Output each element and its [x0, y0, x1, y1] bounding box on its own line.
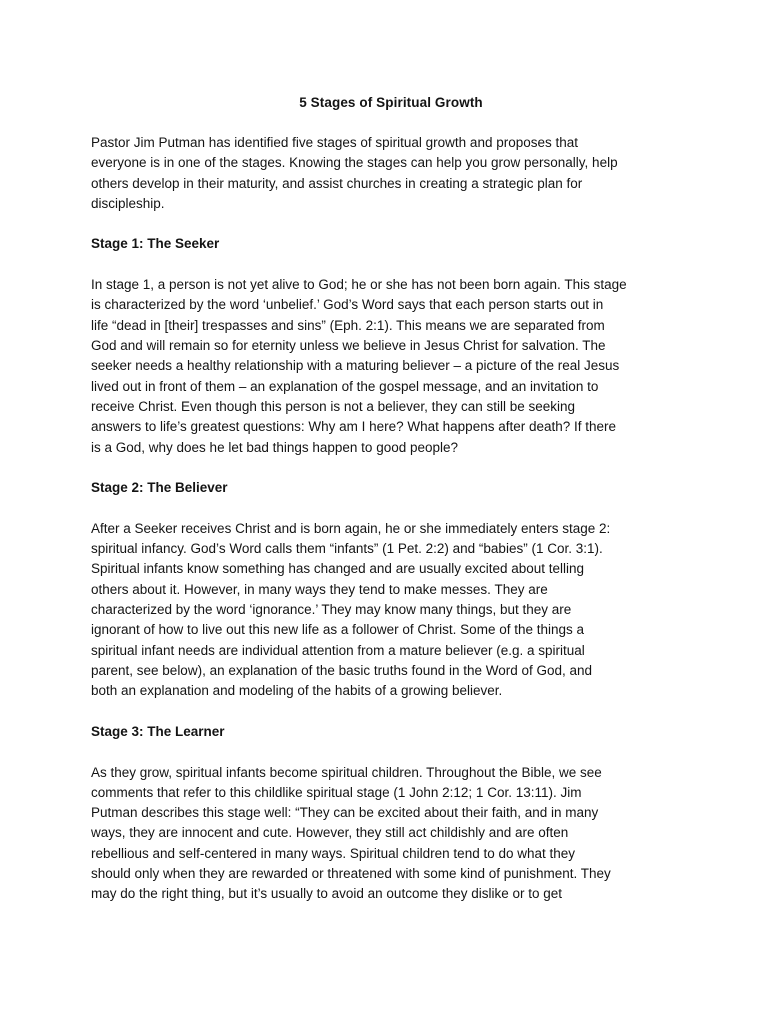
paragraph-line: everyone is in one of the stages. Knowing the stages can help you grow personally, help [91, 155, 618, 171]
paragraph-line: lived out in front of them – an explanation of the gospel message, and an invitation to [91, 378, 599, 394]
paragraph-line: God and will remain so for eternity unless we believe in Jesus Christ for salvation. The [91, 338, 606, 354]
paragraph-line: characterized by the word ‘ignorance.’ They may know many things, but they are [91, 602, 572, 618]
paragraph-line: ignorant of how to live out this new life as a follower of Christ. Some of the things a [91, 622, 585, 638]
paragraph-line: ways, they are innocent and cute. However, they still act childishly and are often [91, 825, 569, 841]
paragraph-line: spiritual infancy. God’s Word calls them “infants” (1 Pet. 2:2) and “babies” (1 Cor. 3:1). [91, 541, 603, 557]
paragraph-line: others develop in their maturity, and assist churches in creating a strategic plan for [91, 175, 583, 191]
paragraph-line: answers to life’s greatest questions: Why am I here? What happens after death? If there [91, 419, 617, 435]
paragraph-line: life “dead in [their] trespasses and sins” (Eph. 2:1). This means we are separated from [91, 317, 605, 333]
paragraph-line: both an explanation and modeling of the habits of a growing believer. [91, 683, 503, 699]
stage-2-paragraph [91, 519, 691, 702]
paragraph-line: Spiritual infants know something has changed and are usually excited about telling [91, 561, 585, 577]
paragraph-line: is a God, why does he let bad things happen to good people? [91, 439, 459, 455]
paragraph-line: is characterized by the word ‘unbelief.’ God’s Word says that each person starts out in [91, 297, 604, 313]
paragraph-line: comments that refer to this childlike spiritual stage (1 John 2:12; 1 Cor. 13:11). Jim [91, 784, 582, 800]
paragraph-line: Putman describes this stage well: “They can be excited about their faith, and in many [91, 805, 599, 821]
paragraph-line: should only when they are rewarded or threatened with some kind of punishment. They [91, 866, 611, 882]
paragraph-line: Pastor Jim Putman has identified five stages of spiritual growth and proposes that [91, 135, 579, 150]
stage-2-heading: Stage 2: The Believer [91, 479, 228, 495]
intro-paragraph [91, 133, 691, 214]
paragraph-line: discipleship. [91, 195, 165, 211]
paragraph-line: seeker needs a healthy relationship with a maturing believer – a picture of the real Jesus [91, 358, 620, 374]
document-body [91, 93, 691, 925]
paragraph-line: spiritual infant needs are individual attention from a mature believer (e.g. a spiritual [91, 642, 585, 658]
paragraph-line: In stage 1, a person is not yet alive to God; he or she has not been born again. This stage [91, 277, 627, 293]
paragraph-line: As they grow, spiritual infants become spiritual children. Throughout the Bible, we see [91, 764, 602, 780]
stage-1-paragraph [91, 275, 691, 458]
stage-1-heading: Stage 1: The Seeker [91, 236, 220, 252]
paragraph-line: After a Seeker receives Christ and is born again, he or she immediately enters stage 2: [91, 520, 611, 536]
paragraph-line: others about it. However, in many ways they tend to make messes. They are [91, 581, 548, 597]
paragraph-line: rebellious and self-centered in many ways. Spiritual children tend to do what they [91, 845, 576, 861]
stage-3-paragraph [91, 763, 691, 905]
paragraph-line: parent, see below), an explanation of the basic truths found in the Word of God, and [91, 662, 593, 678]
document-title: 5 Stages of Spiritual Growth [299, 95, 483, 110]
paragraph-line: receive Christ. Even though this person is not a believer, they can still be seeking [91, 398, 576, 414]
stage-3-heading: Stage 3: The Learner [91, 723, 225, 739]
paragraph-line: may do the right thing, but it’s usually to avoid an outcome they dislike or to get [91, 886, 563, 902]
